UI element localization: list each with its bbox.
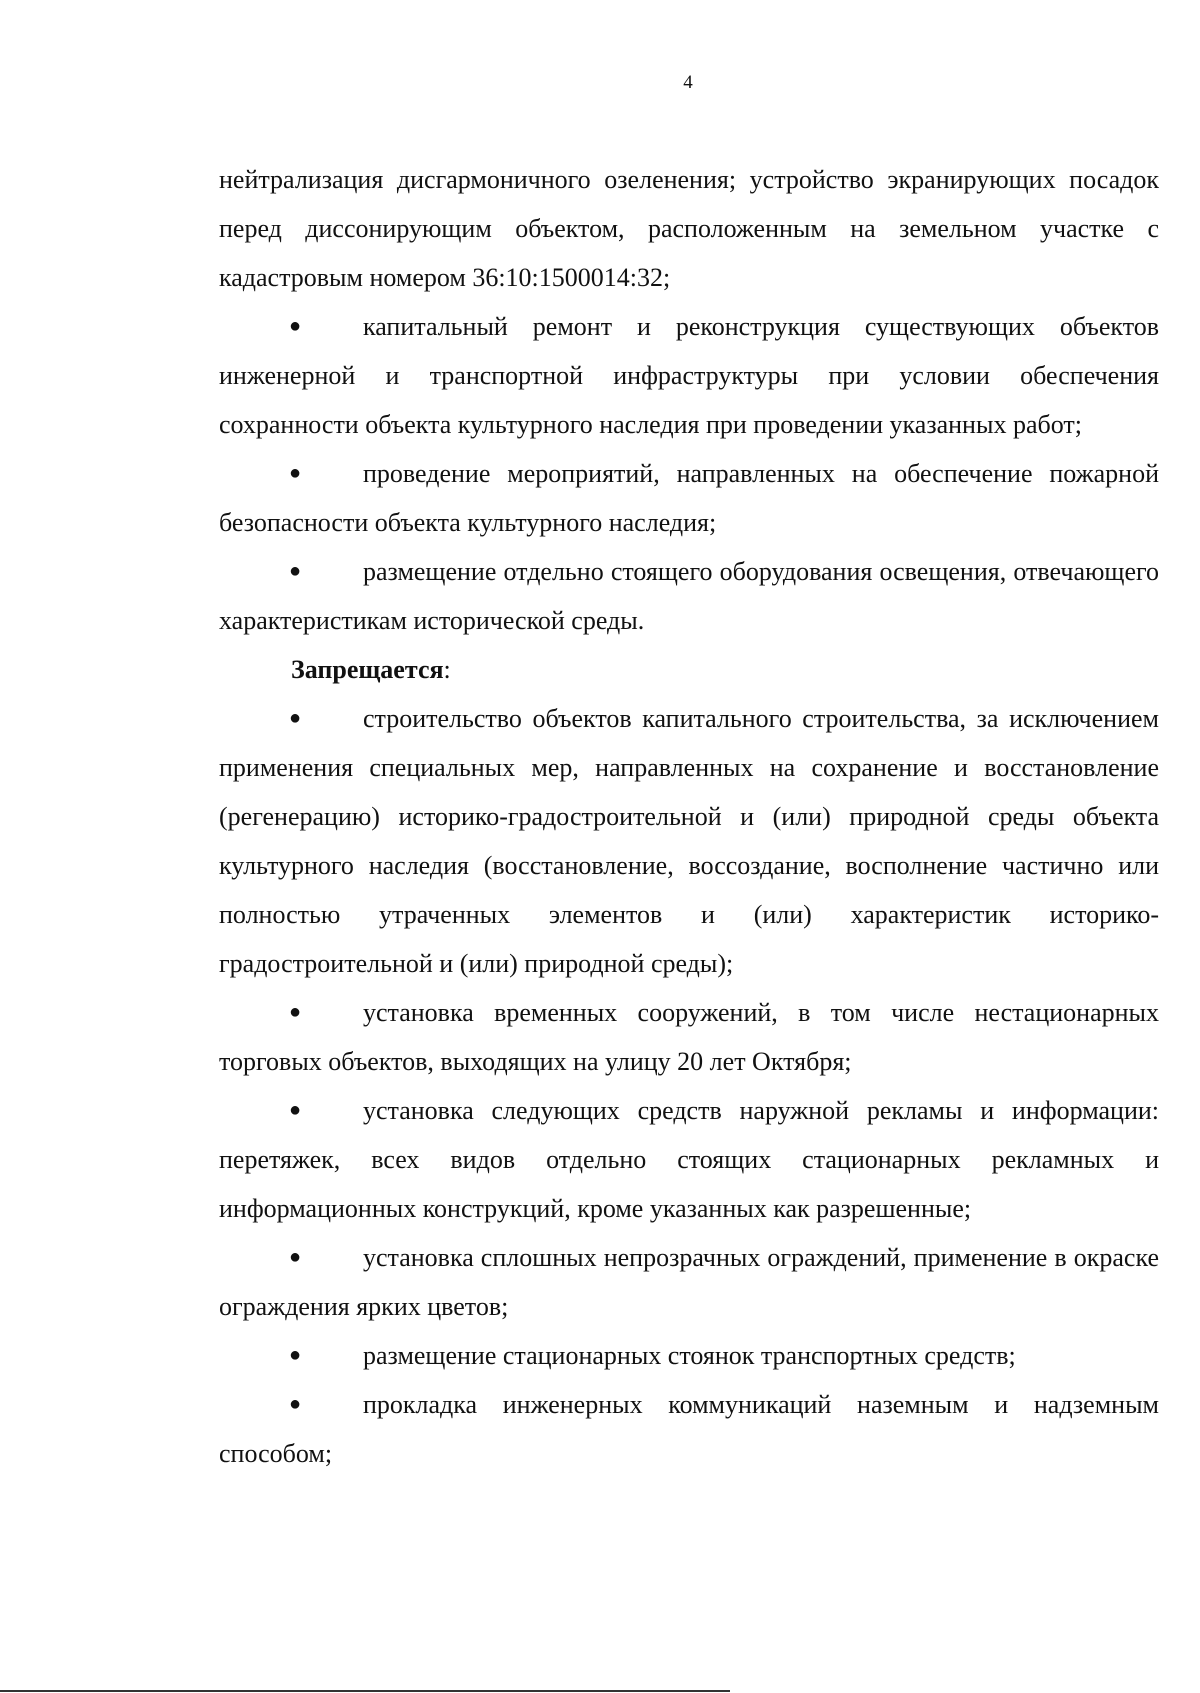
bullet-icon: ● bbox=[289, 1001, 302, 1023]
bullet-icon: ● bbox=[289, 315, 302, 337]
bullet-icon: ● bbox=[289, 462, 302, 484]
allowed-item-2 bbox=[219, 449, 1159, 547]
prohibited-item-text: строительство объектов капитального строительства, за исключением применения специальных мер, направленных на сохранение и восстановление (регенерацию) историко-градостроительной и (или) природной среды объекта культурного наследия (восстановление, воссоздание, восполнение частично или полностью утраченных элементов и (или) характеристик историко-градостроительной и (или) природной среды); bbox=[219, 704, 1159, 978]
allowed-item-1 bbox=[219, 302, 1159, 449]
page-number: 4 bbox=[683, 72, 693, 93]
prohibited-heading-colon: : bbox=[443, 655, 451, 684]
bottom-divider bbox=[0, 1690, 730, 1692]
prohibited-item-2 bbox=[219, 988, 1159, 1086]
document-body bbox=[219, 155, 1159, 1478]
prohibited-heading bbox=[219, 645, 1159, 694]
bullet-icon: ● bbox=[289, 1099, 302, 1121]
bullet-icon: ● bbox=[289, 560, 302, 582]
bullet-icon: ● bbox=[289, 1344, 302, 1366]
prohibited-item-3 bbox=[219, 1086, 1159, 1233]
opening-paragraph: нейтрализация дисгармоничного озеленения; устройство экранирующих посадок перед диссонирующим объектом, расположенным на земельном участке с кадастровым номером 36:10:1500014:32; bbox=[219, 165, 1159, 292]
prohibited-item-text: установка следующих средств наружной рекламы и информации: перетяжек, всех видов отдельно стоящих стационарных рекламных и информационных конструкций, кроме указанных как разрешенные; bbox=[219, 1096, 1159, 1223]
prohibited-item-text: установка временных сооружений, в том числе нестационарных торговых объектов, выходящих на улицу 20 лет Октября; bbox=[219, 998, 1159, 1076]
prohibited-item-text: размещение стационарных стоянок транспортных средств; bbox=[363, 1341, 1016, 1370]
bullet-icon: ● bbox=[289, 1246, 302, 1268]
allowed-item-text: проведение мероприятий, направленных на обеспечение пожарной безопасности объекта культурного наследия; bbox=[219, 459, 1159, 537]
bullet-icon: ● bbox=[289, 1393, 302, 1415]
prohibited-item-5 bbox=[219, 1331, 1159, 1380]
prohibited-item-4 bbox=[219, 1233, 1159, 1331]
allowed-item-text: размещение отдельно стоящего оборудования освещения, отвечающего характеристикам исторической среды. bbox=[219, 557, 1159, 635]
allowed-item-3 bbox=[219, 547, 1159, 645]
bullet-icon: ● bbox=[289, 707, 302, 729]
prohibited-item-1 bbox=[219, 694, 1159, 988]
prohibited-item-text: прокладка инженерных коммуникаций наземным и надземным способом; bbox=[219, 1390, 1159, 1468]
prohibited-item-text: установка сплошных непрозрачных ограждений, применение в окраске ограждения ярких цветов; bbox=[219, 1243, 1159, 1321]
allowed-item-text: капитальный ремонт и реконструкция существующих объектов инженерной и транспортной инфраструктуры при условии обеспечения сохранности объекта культурного наследия при проведении указанных работ; bbox=[219, 312, 1159, 439]
prohibited-heading-text: Запрещается bbox=[291, 655, 444, 684]
prohibited-item-6 bbox=[219, 1380, 1159, 1478]
